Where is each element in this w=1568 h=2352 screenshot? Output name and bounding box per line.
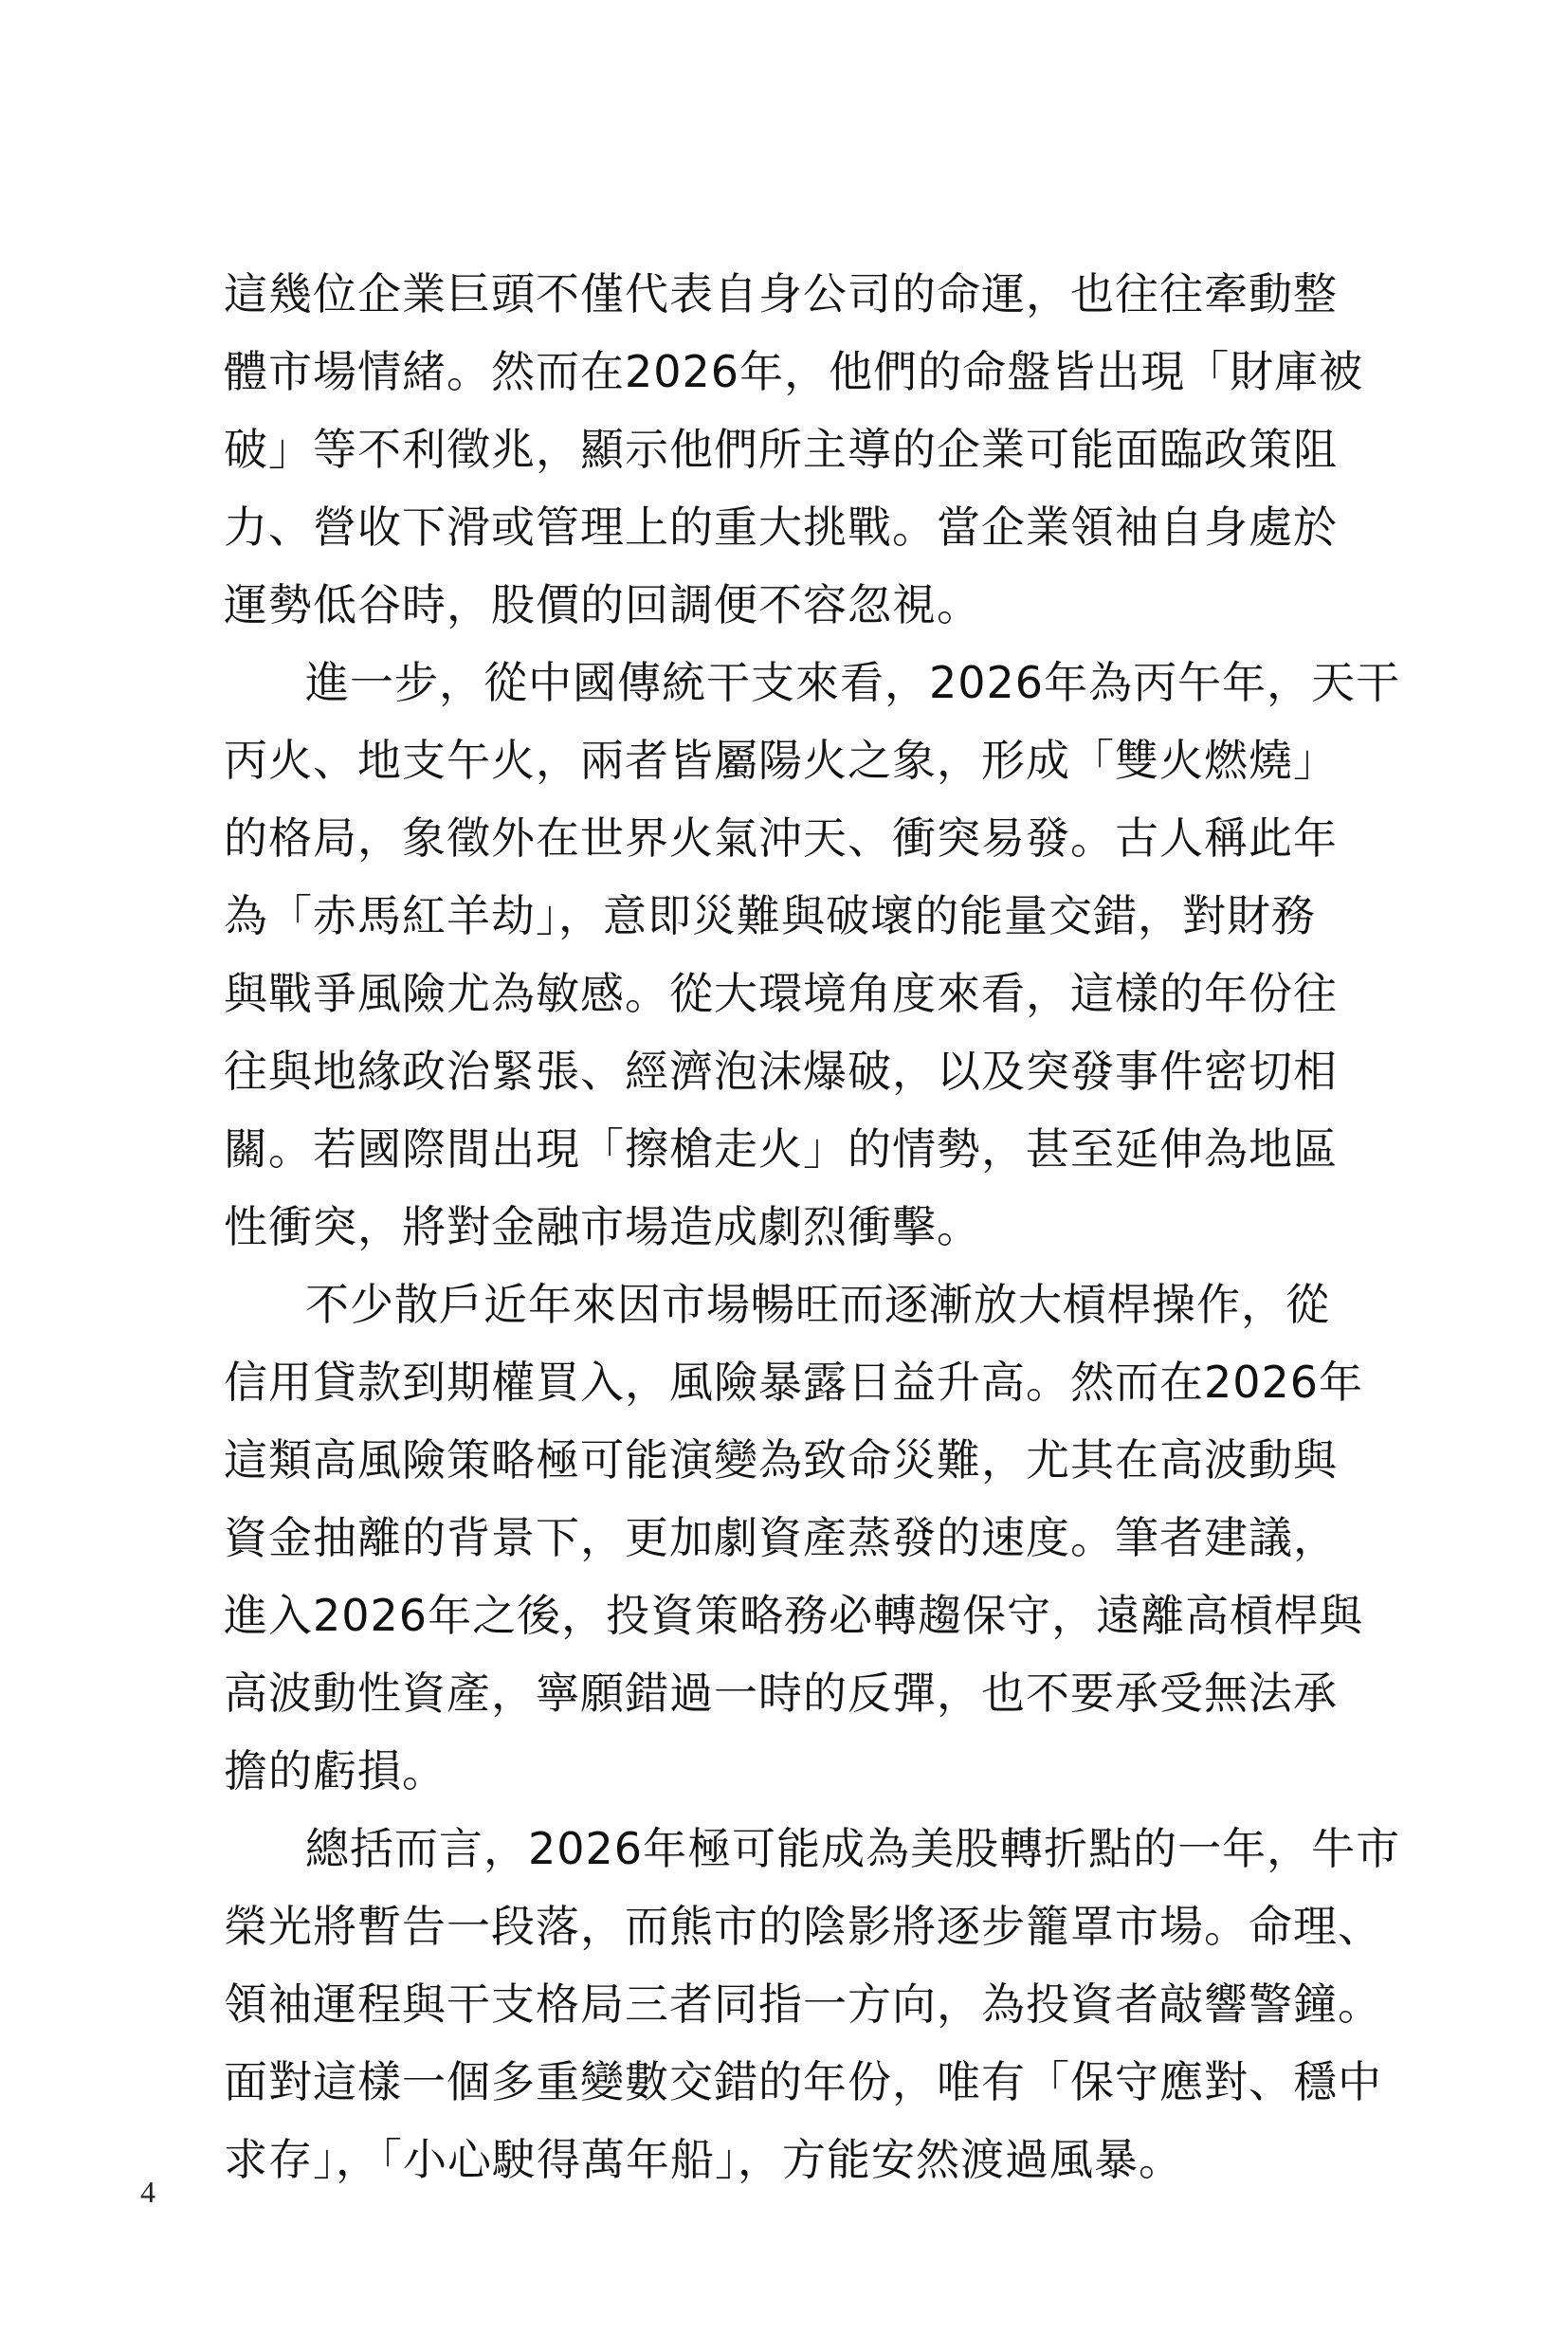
- paragraph-1-line-3: 破」等不利徵兆，顯示他們所主導的企業可能面臨政策阻: [224, 424, 1338, 475]
- paragraph-3-line-5: 進入2026年之後，投資策略務必轉趨保守，遠離高槓桿與: [224, 1590, 1364, 1641]
- paragraph-3-line-6: 高波動性資產，寧願錯過一時的反彈，也不要承受無法承: [224, 1668, 1338, 1719]
- paragraph-1-line-4: 力、營收下滑或管理上的重大挑戰。當企業領袖自身處於: [224, 501, 1338, 553]
- paragraph-4-line-5: 求存」，「小心駛得萬年船」，方能安然渡過風暴。: [224, 2134, 1183, 2185]
- paragraph-2-line-4: 為「赤馬紅羊劫」，意即災難與破壞的能量交錯，對財務: [224, 890, 1316, 941]
- paragraph-3-line-1: 不少散戶近年來因市場暢旺而逐漸放大槓桿操作，從: [305, 1279, 1330, 1330]
- paragraph-4-line-4: 面對這樣一個多重變數交錯的年份，唯有「保守應對、穩中: [224, 2056, 1382, 2107]
- paragraph-3-line-7: 擔的虧損。: [224, 1745, 447, 1796]
- paragraph-4-line-1: 總括而言，2026年極可能成為美股轉折點的一年，牛市: [305, 1823, 1401, 1874]
- paragraph-4-line-2: 榮光將暫告一段落，而熊市的陰影將逐步籠罩市場。命理、: [224, 1901, 1382, 1952]
- paragraph-2-line-5: 與戰爭風險尤為敏感。從大環境角度來看，這樣的年份往: [224, 968, 1338, 1019]
- paragraph-3-line-4: 資金抽離的背景下，更加劇資產蒸發的速度。筆者建議，: [224, 1512, 1338, 1563]
- paragraph-2-line-7: 關。若國際間出現「擦槍走火」的情勢，甚至延伸為地區: [224, 1123, 1338, 1175]
- page-number: 4: [140, 2175, 155, 2209]
- paragraph-2-line-3: 的格局，象徵外在世界火氣沖天、衝突易發。古人稱此年: [224, 812, 1338, 864]
- paragraph-2-line-2: 丙火、地支午火，兩者皆屬陽火之象，形成「雙火燃燒」: [224, 735, 1338, 786]
- paragraph-1-line-5: 運勢低谷時，股價的回調便不容忽視。: [224, 579, 981, 630]
- paragraph-2-line-6: 往與地緣政治緊張、經濟泡沫爆破，以及突發事件密切相: [224, 1046, 1338, 1097]
- paragraph-1-line-1: 這幾位企業巨頭不僅代表自身公司的命運，也往往牽動整: [224, 268, 1338, 319]
- paragraph-3-line-2: 信用貸款到期權買入，風險暴露日益升高。然而在2026年: [224, 1357, 1364, 1408]
- paragraph-1-line-2: 體市場情緒。然而在2026年，他們的命盤皆出現「財庫被: [224, 346, 1364, 397]
- paragraph-2-line-8: 性衝突，將對金融市場造成劇烈衝擊。: [224, 1201, 981, 1252]
- paragraph-2-line-1: 進一步，從中國傳統干支來看，2026年為丙午年，天干: [305, 657, 1401, 708]
- paragraph-3-line-3: 這類高風險策略極可能演變為致命災難，尤其在高波動與: [224, 1434, 1338, 1486]
- paragraph-4-line-3: 領袖運程與干支格局三者同指一方向，為投資者敲響警鐘。: [224, 1978, 1382, 2030]
